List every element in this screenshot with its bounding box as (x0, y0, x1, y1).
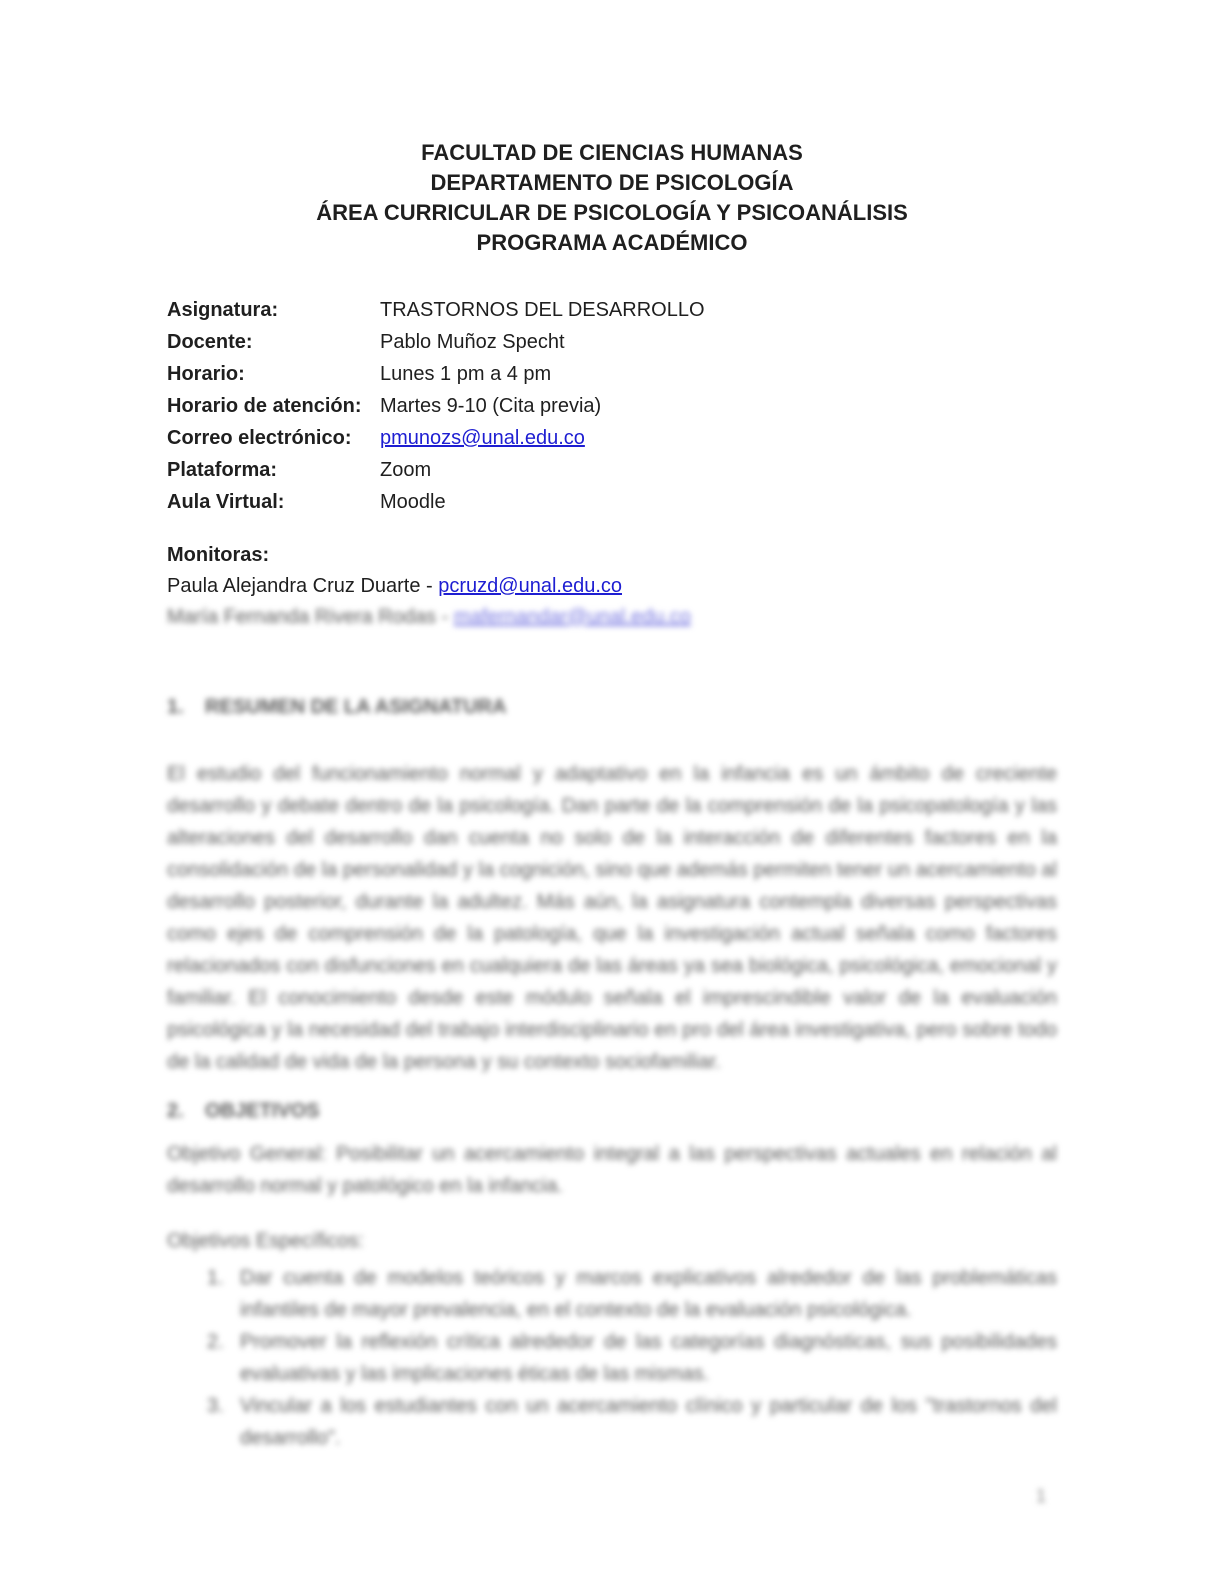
monitor-entry-2-redacted (167, 602, 1057, 633)
document-header (167, 138, 1057, 258)
info-label: Horario de atención: (167, 395, 362, 417)
list-item-text: Vincular a los estudiantes con un acercamiento clínico y particular de los "trastornos del desarrollo". (240, 1395, 1057, 1449)
section-2-title: OBJETIVOS (205, 1100, 320, 1122)
teacher-email-link[interactable]: pmunozs@unal.edu.co (380, 427, 585, 449)
info-label: Horario: (167, 363, 245, 385)
info-value: TRASTORNOS DEL DESARROLLO (380, 299, 705, 321)
section-2-heading (167, 1100, 1057, 1123)
list-item (167, 1390, 1057, 1454)
section-2-number: 2. (167, 1100, 184, 1122)
header-line-department: DEPARTAMENTO DE PSICOLOGÍA (430, 170, 794, 195)
list-item-number: 3. (207, 1395, 224, 1417)
objetivo-general-redacted: Objetivo General: Posibilitar un acercamiento integral a las perspectivas actuales en relación al desarrollo normal y patológico en la infancia. (167, 1143, 1057, 1197)
list-item (167, 1326, 1057, 1390)
info-row-asignatura (167, 294, 1057, 326)
monitor-entry-1 (167, 571, 1057, 602)
info-value: Lunes 1 pm a 4 pm (380, 363, 552, 385)
header-line-faculty: FACULTAD DE CIENCIAS HUMANAS (421, 140, 803, 165)
section-1-number: 1. (167, 696, 184, 718)
info-label: Asignatura: (167, 299, 279, 321)
monitors-block (167, 540, 1057, 633)
list-item-number: 2. (207, 1331, 224, 1353)
info-row-aula-virtual (167, 486, 1057, 518)
info-row-docente (167, 326, 1057, 358)
info-row-correo (167, 422, 1057, 454)
info-value: Zoom (380, 459, 432, 481)
list-item-text: Dar cuenta de modelos teóricos y marcos explicativos alrededor de las problemáticas infantiles de mayor prevalencia, en el contexto de la evaluación psicológica. (240, 1267, 1057, 1321)
section-1-title: RESUMEN DE LA ASIGNATURA (205, 696, 507, 718)
monitor-name: Paula Alejandra Cruz Duarte - (167, 575, 439, 597)
info-row-horario (167, 358, 1057, 390)
info-value: Pablo Muñoz Specht (380, 331, 565, 353)
list-item-text: Promover la reflexión crítica alrededor de las categorías diagnósticas, sus posibilidades evaluativas y las implicaciones éticas de las mismas. (240, 1331, 1057, 1385)
header-line-program: PROGRAMA ACADÉMICO (476, 230, 748, 255)
section-1-heading (167, 696, 1057, 719)
info-label: Docente: (167, 331, 253, 353)
page-number: 1 (1036, 1486, 1047, 1506)
info-value: Martes 9-10 (Cita previa) (380, 395, 602, 417)
header-line-area: ÁREA CURRICULAR DE PSICOLOGÍA Y PSICOANÁLISIS (316, 200, 908, 225)
info-value (380, 422, 1057, 454)
info-row-plataforma (167, 454, 1057, 486)
monitor-email-redacted: mafernandar@unal.edu.co (453, 606, 691, 628)
info-label: Plataforma: (167, 459, 278, 481)
info-label: Aula Virtual: (167, 491, 285, 513)
monitor-name-redacted: María Fernanda Rivera Rodas - (167, 606, 454, 628)
objetivos-especificos-heading: Objetivos Específicos: (167, 1230, 364, 1252)
info-row-horario-atencion (167, 390, 1057, 422)
list-item (167, 1262, 1057, 1326)
list-item-number: 1. (207, 1267, 224, 1289)
course-info-table (167, 294, 1057, 518)
monitor-email-link[interactable]: pcruzd@unal.edu.co (438, 575, 622, 597)
info-value: Moodle (380, 491, 446, 513)
monitors-heading: Monitoras: (167, 544, 270, 566)
info-label: Correo electrónico: (167, 427, 352, 449)
objetivos-especificos-list (167, 1262, 1057, 1454)
section-1-body-redacted: El estudio del funcionamiento normal y adaptativo en la infancia es un ámbito de creciente desarrollo y debate dentro de la psicología. Dan parte de la comprensión de la psicopatología y las alteraciones del desarrollo dan cuenta no solo de la interacción de diferentes factores en la consolidación de la personalidad y la cognición, sino que además permiten tener un acercamiento al desarrollo posterior, durante la adultez. Más aún, la asignatura contempla diversas perspectivas como ejes de comprensión de la patología, que la investigación actual señala como factores relacionados con disfunciones en cualquiera de las áreas ya sea biológica, psicológica, emocional y familiar. El conocimiento desde este módulo señala el imprescindible valor de la evaluación psicológica y la necesidad del trabajo interdisciplinario en pro del área investigativa, pero sobre todo de la calidad de vida de la persona y su contexto sociofamiliar. (167, 763, 1057, 1073)
